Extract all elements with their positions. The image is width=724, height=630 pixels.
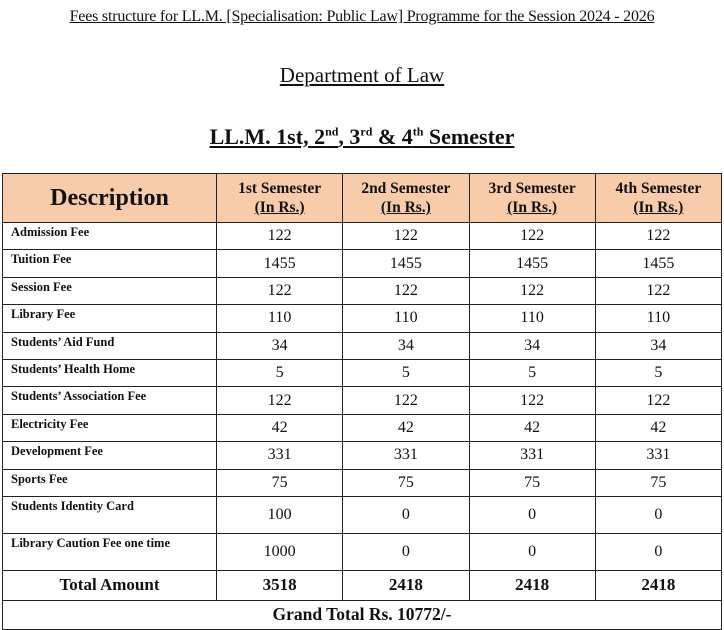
- total-amount: 2418: [343, 570, 469, 600]
- fee-amount: 110: [217, 305, 343, 332]
- fee-amount: 331: [595, 442, 721, 469]
- fee-label: Tuition Fee: [3, 250, 217, 277]
- fee-amount: 110: [469, 305, 595, 332]
- fee-amount: 1455: [343, 250, 469, 277]
- total-amount: 2418: [469, 570, 595, 600]
- fee-amount: 1455: [469, 250, 595, 277]
- department-title: Department of Law: [279, 63, 445, 87]
- fee-amount: 122: [217, 277, 343, 304]
- table-row: [3, 533, 722, 570]
- fee-label: Sports Fee: [3, 469, 217, 496]
- fee-amount: 34: [595, 332, 721, 359]
- table-row: [3, 332, 722, 359]
- fee-amount: 110: [595, 305, 721, 332]
- fee-amount: 122: [217, 387, 343, 414]
- table-row: [3, 496, 722, 533]
- fee-label: Library Caution Fee one time: [3, 533, 217, 570]
- fee-amount: 331: [217, 442, 343, 469]
- column-header: 3rd Semester (In Rs.): [469, 174, 595, 223]
- fee-amount: 110: [343, 305, 469, 332]
- fees-table-body: [3, 223, 722, 630]
- fee-amount: 42: [343, 414, 469, 441]
- total-row: [3, 570, 722, 600]
- description-header: Description: [3, 174, 217, 223]
- fee-label: Electricity Fee: [3, 414, 217, 441]
- fee-label: Library Fee: [3, 305, 217, 332]
- fee-amount: 34: [217, 332, 343, 359]
- total-amount: 3518: [217, 570, 343, 600]
- fee-amount: 75: [595, 469, 721, 496]
- fee-label: Students’ Aid Fund: [3, 332, 217, 359]
- fee-amount: 331: [469, 442, 595, 469]
- fee-amount: 0: [595, 533, 721, 570]
- fee-amount: 122: [343, 223, 469, 250]
- fee-amount: 122: [343, 277, 469, 304]
- column-header: 1st Semester (In Rs.): [217, 174, 343, 223]
- fee-amount: 122: [595, 277, 721, 304]
- table-row: [3, 359, 722, 386]
- table-row: [3, 469, 722, 496]
- fee-label: Students’ Health Home: [3, 359, 217, 386]
- fee-amount: 0: [595, 496, 721, 533]
- fee-amount: 0: [343, 533, 469, 570]
- fee-label: Admission Fee: [3, 223, 217, 250]
- table-row: [3, 387, 722, 414]
- fee-label: Students’ Association Fee: [3, 387, 217, 414]
- table-header-row: [3, 174, 722, 223]
- fee-amount: 42: [469, 414, 595, 441]
- column-header: 4th Semester (In Rs.): [595, 174, 721, 223]
- fee-amount: 0: [343, 496, 469, 533]
- fee-amount: 75: [343, 469, 469, 496]
- total-label: Total Amount: [3, 570, 217, 600]
- fee-amount: 34: [343, 332, 469, 359]
- column-header: 2nd Semester (In Rs.): [343, 174, 469, 223]
- fee-amount: 122: [469, 223, 595, 250]
- fees-table: [2, 173, 722, 630]
- table-row: [3, 442, 722, 469]
- fee-amount: 5: [595, 359, 721, 386]
- fee-amount: 100: [217, 496, 343, 533]
- fee-amount: 122: [595, 387, 721, 414]
- fee-label: Students Identity Card: [3, 496, 217, 533]
- total-amount: 2418: [595, 570, 721, 600]
- fee-amount: 5: [217, 359, 343, 386]
- fee-amount: 122: [217, 223, 343, 250]
- fee-label: Session Fee: [3, 277, 217, 304]
- grand-total-row: [3, 600, 722, 629]
- fee-amount: 0: [469, 533, 595, 570]
- fee-amount: 34: [469, 332, 595, 359]
- fee-amount: 122: [595, 223, 721, 250]
- fee-amount: 75: [469, 469, 595, 496]
- fee-amount: 42: [595, 414, 721, 441]
- fee-amount: 5: [343, 359, 469, 386]
- fee-amount: 122: [469, 387, 595, 414]
- table-row: [3, 277, 722, 304]
- fee-label: Development Fee: [3, 442, 217, 469]
- fee-amount: 42: [217, 414, 343, 441]
- fee-amount: 0: [469, 496, 595, 533]
- table-row: [3, 223, 722, 250]
- semester-title: LL.M. 1st, 2nd, 3rd & 4th Semester: [209, 124, 515, 149]
- fee-amount: 122: [469, 277, 595, 304]
- table-row: [3, 414, 722, 441]
- fee-amount: 331: [343, 442, 469, 469]
- document-heading: Fees structure for LL.M. [Specialisation: Public Law] Programme for the Session 2024 - 2026: [69, 8, 655, 25]
- grand-total: Grand Total Rs. 10772/-: [3, 600, 722, 629]
- fee-amount: 1455: [217, 250, 343, 277]
- table-row: [3, 305, 722, 332]
- fee-amount: 1455: [595, 250, 721, 277]
- fee-amount: 5: [469, 359, 595, 386]
- fee-amount: 122: [343, 387, 469, 414]
- table-row: [3, 250, 722, 277]
- fee-amount: 75: [217, 469, 343, 496]
- fee-amount: 1000: [217, 533, 343, 570]
